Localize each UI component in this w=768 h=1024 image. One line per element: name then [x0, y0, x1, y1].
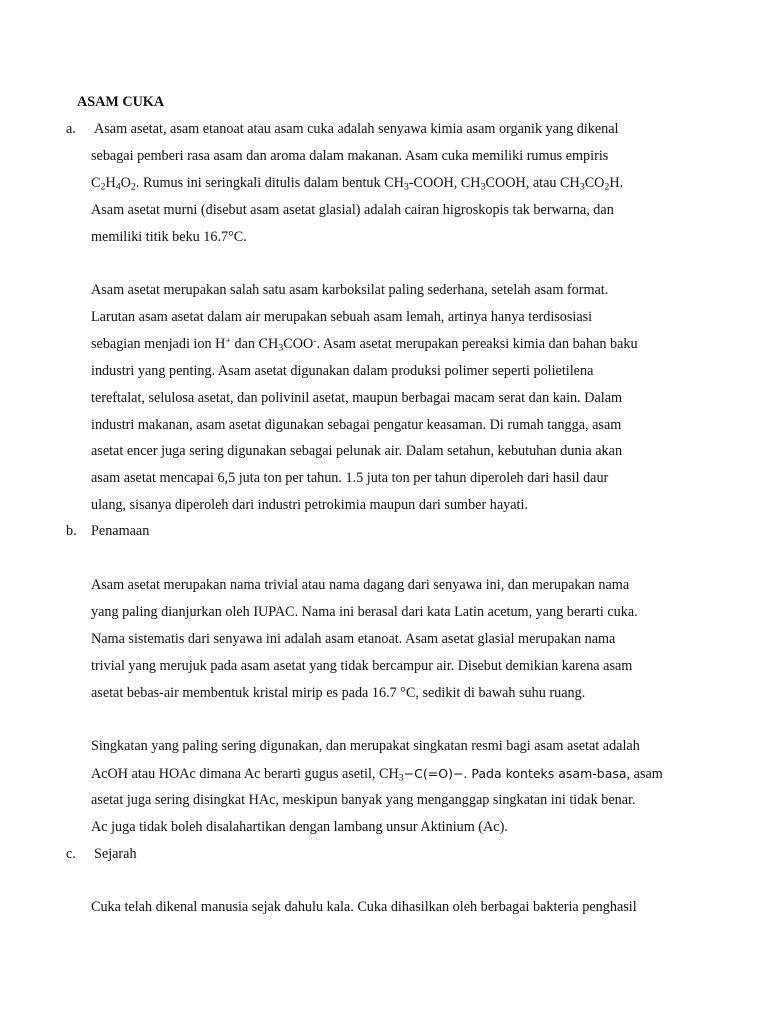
section-b-p1-line-4: trivial yang merujuk pada asam asetat yang tidak bercampur air. Disebut demikian karena asam	[91, 658, 633, 674]
section-a-p2-line-3: sebagian menjadi ion H+ dan $CH_3COO^-$. Asam asetat merupakan pereaksi kimia dan bahan baku	[91, 335, 638, 354]
section-a-p2-line-1: Asam asetat merupakan salah satu asam karboksilat paling sederhana, setelah asam format.	[91, 282, 609, 298]
section-a-p2-line-5: tereftalat, selulosa asetat, dan polivinil asetat, maupun berbagai macam serat dan kain. Dalam	[91, 390, 623, 406]
section-a-p2-line-9: ulang, sisanya diperoleh dari industri petrokimia maupun dari sumber hayati.	[91, 497, 528, 513]
section-b-p2-line-2: AcOH atau HOAc dimana Ac berarti gugus asetil, $CH_3-C(=O)-$. Pada konteks asam-basa, asam	[91, 766, 663, 784]
section-b-p2-line-1: Singkatan yang paling sering digunakan, dan merupakat singkatan resmi bagi asam asetat adalah	[91, 738, 640, 754]
section-a-p1-line-3: $C_2H_4O_2$. Rumus ini seringkali ditulis dalam bentuk $CH_3$-COOH, $CH_3COOH$, atau $CH_3CO_2H$.	[91, 175, 624, 193]
section-a-p2-line-6: industri makanan, asam asetat digunakan sebagai pengatur keasaman. Di rumah tangga, asam	[91, 417, 622, 433]
section-c-p1-line-1: Cuka telah dikenal manusia sejak dahulu kala. Cuka dihasilkan oleh berbagai bakteria penghasil	[91, 899, 637, 915]
section-b-p2-line-4: Ac juga tidak boleh disalahartikan dengan lambang unsur Aktinium (Ac).	[91, 819, 508, 835]
section-a-p2-line-4: industri yang penting. Asam asetat digunakan dalam produksi polimer seperti polietilena	[91, 363, 594, 379]
section-a-marker: a.	[66, 121, 76, 137]
section-c-marker: c.	[66, 846, 76, 862]
section-b-p1-line-2: yang paling dianjurkan oleh IUPAC. Nama ini berasal dari kata Latin acetum, yang berarti cuka.	[91, 604, 638, 620]
section-a-p2-line-8: asam asetat mencapai 6,5 juta ton per tahun. 1.5 juta ton per tahun diperoleh dari hasil daur	[91, 470, 609, 486]
section-a-p1-line-1: Asam asetat, asam etanoat atau asam cuka adalah senyawa kimia asam organik yang dikenal	[94, 121, 619, 137]
section-a-p1-line-2: sebagai pemberi rasa asam dan aroma dalam makanan. Asam cuka memiliki rumus empiris	[91, 148, 609, 164]
section-a-p1-line-4: Asam asetat murni (disebut asam asetat glasial) adalah cairan higroskopis tak berwarna, dan	[91, 202, 614, 218]
section-a-p2-line-2: Larutan asam asetat dalam air merupakan sebuah asam lemah, artinya hanya terdisosiasi	[91, 309, 593, 325]
section-b-p1-line-3: Nama sistematis dari senyawa ini adalah asam etanoat. Asam asetat glasial merupakan nama	[91, 631, 616, 647]
section-b-heading: Penamaan	[91, 523, 150, 539]
section-a-p2-line-7: asetat encer juga sering digunakan sebagai pelunak air. Dalam setahun, kebutuhan dunia akan	[91, 443, 623, 459]
section-b-p2-line-3: asetat juga sering disingkat HAc, meskipun banyak yang menganggap singkatan ini tidak benar.	[91, 792, 636, 808]
section-a-p1-line-5: memiliki titik beku 16.7°C.	[91, 229, 247, 245]
section-c-heading: Sejarah	[94, 846, 137, 862]
section-b-marker: b.	[66, 523, 77, 539]
section-b-p1-line-5: asetat bebas-air membentuk kristal mirip es pada 16.7 °C, sedikit di bawah suhu ruang.	[91, 685, 586, 701]
section-b-p1-line-1: Asam asetat merupakan nama trivial atau nama dagang dari senyawa ini, dan merupakan nama	[91, 577, 630, 593]
document-title: ASAM CUKA	[77, 94, 165, 110]
